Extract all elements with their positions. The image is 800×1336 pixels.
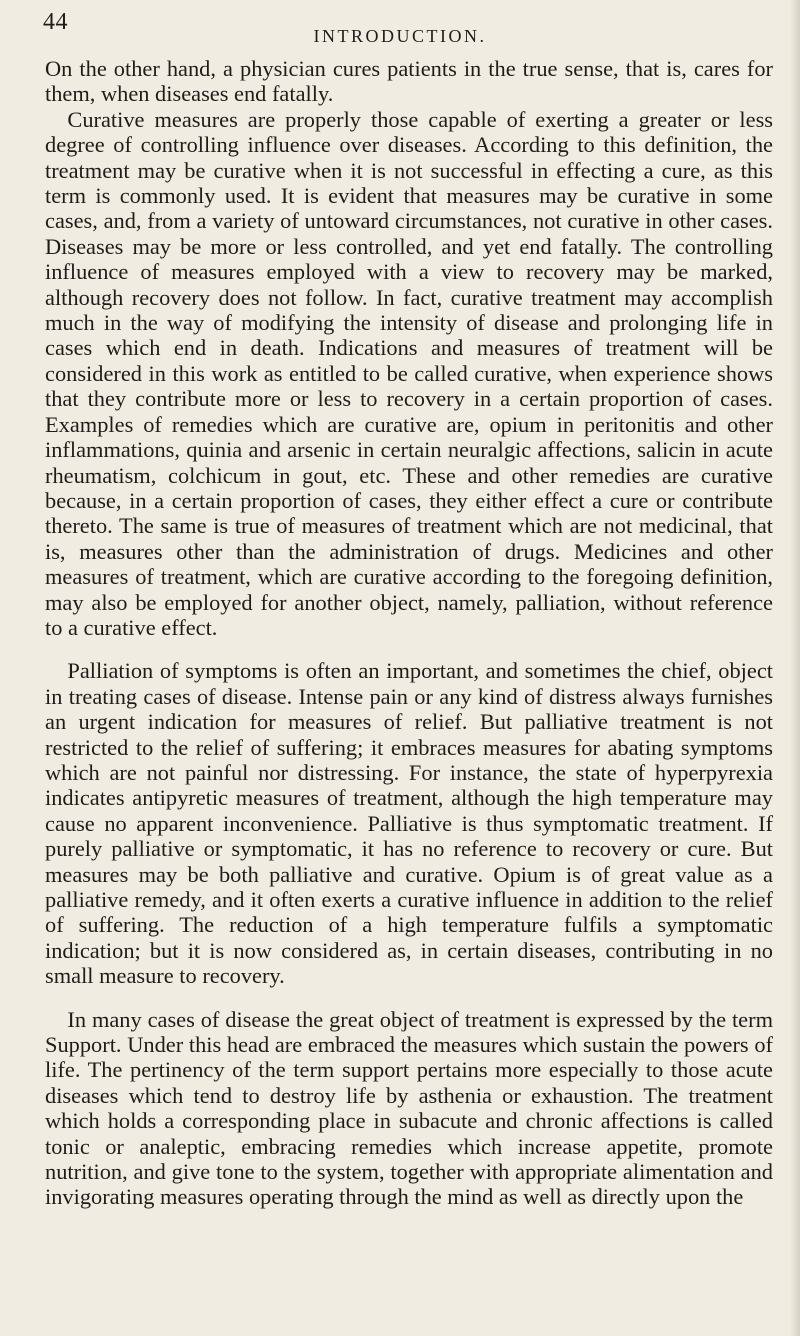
paragraph-intro: On the other hand, a physician cures patients in the true sense, that is, cares for them, when diseases end fatally. (45, 56, 773, 107)
body-text (45, 56, 773, 1210)
page-edge-shadow (790, 0, 800, 1336)
page-number: 44 (43, 9, 68, 35)
running-title: INTRODUCTION. (313, 26, 487, 46)
paragraph-support: In many cases of disease the great object of treatment is expressed by the term Support. Under this head are embraced the measures which sustain the powers of life. The pertinency of the term support pertains more especially to those acute diseases which tend to destroy life by asthenia or exhaustion. The treatment which holds a corresponding place in subacute and chronic affections is called tonic or analeptic, embracing remedies which increase appetite, promote nutrition, and give tone to the system, together with appropriate alimentation and invigorating measures operating through the mind as well as directly upon the (45, 1006, 773, 1210)
paragraph-palliation: Palliation of symptoms is often an important, and sometimes the chief, object in treating cases of disease. Intense pain or any kind of distress always furnishes an urgent indication for measures of relief. But palliative treatment is not restricted to the relief of suffering; it embraces measures for abating symptoms which are not painful nor distressing. For instance, the state of hyperpyrexia indicates antipyretic measures of treatment, although the high temperature may cause no apparent inconvenience. Palliative is thus symptomatic treatment. If purely palliative or symptomatic, it has no reference to recovery or cure. But measures may be both palliative and curative. Opium is of great value as a palliative remedy, and it often exerts a curative influence in addition to the relief of suffering. The reduction of a high temperature fulfils a symptomatic indication; but it is now considered as, in certain diseases, contributing in no small measure to recovery. (45, 658, 773, 989)
paragraph-curative: Curative measures are properly those capable of exerting a greater or less degree of controlling influence over diseases. According to this definition, the treatment may be curative when it is not successful in effecting a cure, as this term is commonly used. It is evident that measures may be curative in some cases, and, from a variety of untoward circumstances, not curative in other cases. Diseases may be more or less controlled, and yet end fatally. The controlling influence of measures employed with a view to recovery may be marked, although recovery does not follow. In fact, curative treatment may accomplish much in the way of modifying the intensity of disease and prolonging life in cases which end in death. Indications and measures of treatment will be considered in this work as entitled to be called curative, when experience shows that they contribute more or less to recovery in a certain proportion of cases. Examples of remedies which are curative are, opium in peritonitis and other inflammations, quinia and arsenic in certain neuralgic affections, salicin in acute rheumatism, colchicum in gout, etc. These and other remedies are curative because, in a certain proportion of cases, they either effect a cure or contribute thereto. The same is true of measures of treatment which are not medicinal, that is, measures other than the administration of drugs. Medicines and other measures of treatment, which are curative according to the foregoing definition, may also be employed for another object, namely, palliation, without reference to a curative effect. (45, 106, 773, 640)
